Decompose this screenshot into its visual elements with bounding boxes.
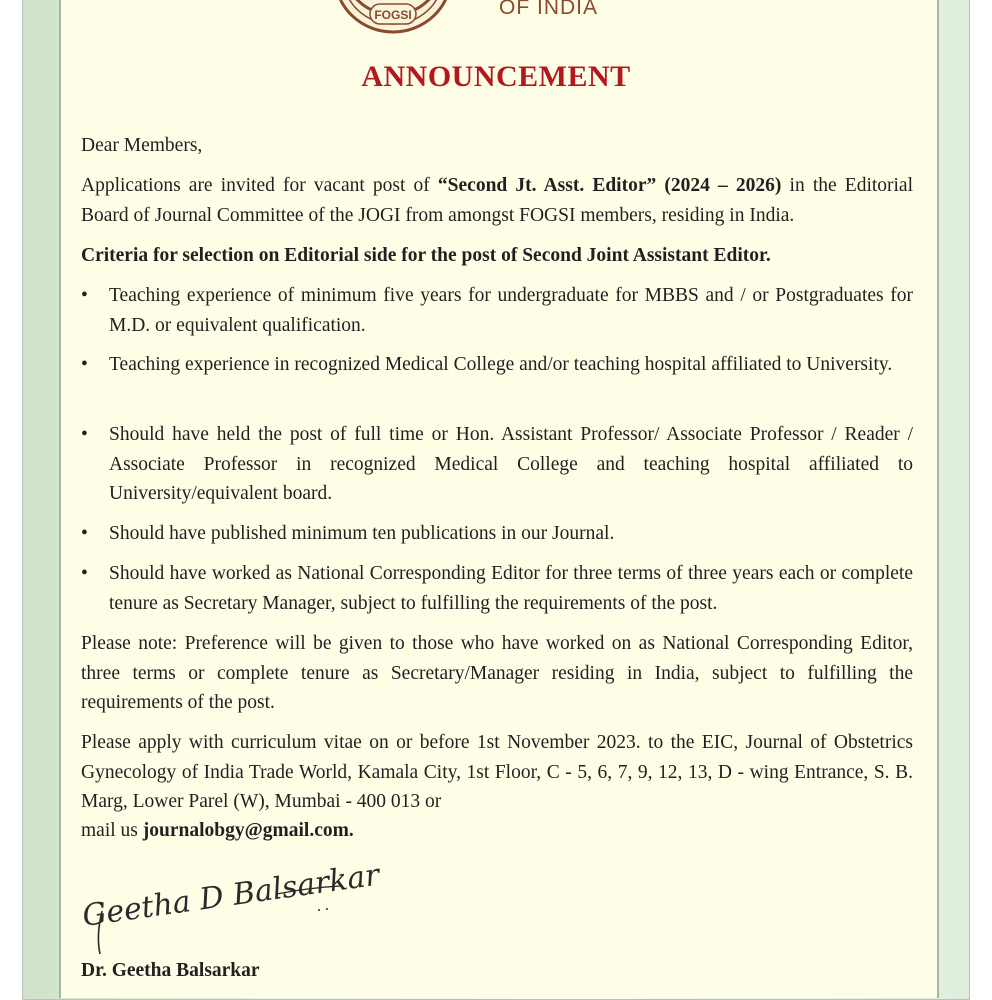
- criteria-item: [81, 420, 913, 509]
- post-title: “Second Jt. Asst. Editor” (2024 – 2026): [437, 175, 782, 196]
- criteria-item-text: Teaching experience of minimum five years for undergraduate for MBBS and / or Postgraduates for M.D. or equivalent qualification.: [109, 285, 913, 336]
- bullet-mark: •: [81, 285, 88, 306]
- email-line: [81, 816, 913, 846]
- intro-paragraph: [81, 171, 913, 230]
- criteria-item: [81, 559, 913, 618]
- criteria-item-text: Teaching experience in recognized Medical College and/or teaching hospital affiliated to University.: [109, 354, 893, 375]
- bullet-mark: •: [81, 424, 88, 445]
- contact-email-link[interactable]: journalobgy@gmail.com.: [142, 820, 354, 841]
- criteria-item: [81, 281, 913, 340]
- handwritten-signature: [80, 857, 382, 958]
- logo-text: FOGSI: [374, 8, 412, 22]
- organization-name-line: OF INDIA: [499, 0, 599, 19]
- criteria-item-text: Should have worked as National Corresponding Editor for three terms of three years each or complete tenure as Secretary Manager, subject to fulfilling the requirements of the post.: [109, 563, 913, 614]
- preference-note: Please note: Preference will be given to those who have worked on as National Corresponding Editor, three terms or complete tenure as Secretary/Manager residing in India, subject to fulfilling the requirements of the post.: [81, 633, 913, 713]
- intro-post: in the Editorial Board of Journal Committee of the JOGI from amongst FOGSI members, residing in India.: [81, 175, 914, 226]
- bullet-mark: •: [81, 523, 88, 544]
- greeting: Dear Members,: [81, 135, 203, 156]
- application-instructions: Please apply with curriculum vitae on or before 1st November 2023. to the EIC, Journal of Obstetrics Gynecology of India Trade World, Kamala City, 1st Floor, C - 5, 6, 7, 9, 12, 13, D - wing Entrance, S. B. Marg, Lower Parel (W), Mumbai - 400 013 or: [81, 732, 913, 812]
- intro-pre: Applications are invited for vacant post of: [81, 175, 438, 196]
- criteria-item-text: Should have published minimum ten publications in our Journal.: [109, 523, 615, 544]
- criteria-item: [81, 519, 913, 549]
- bullet-mark: •: [81, 563, 88, 584]
- bullet-mark: •: [81, 354, 88, 375]
- fogsi-seal-logo: [332, 0, 454, 34]
- page-title: ANNOUNCEMENT: [361, 60, 631, 93]
- criteria-heading: Criteria for selection on Editorial side for the post of Second Joint Assistant Editor.: [81, 245, 771, 266]
- criteria-item-text: Should have held the post of full time or Hon. Assistant Professor/ Associate Professor / Reader / Associate Professor in recognized Medical College and teaching hospital affiliated to University/equivalent board.: [109, 424, 913, 504]
- email-prefix: mail us: [81, 820, 143, 841]
- criteria-item: [81, 350, 913, 380]
- signature-script: Geetha D Balsarkar: [80, 857, 382, 934]
- signer-name: Dr. Geetha Balsarkar: [81, 960, 260, 981]
